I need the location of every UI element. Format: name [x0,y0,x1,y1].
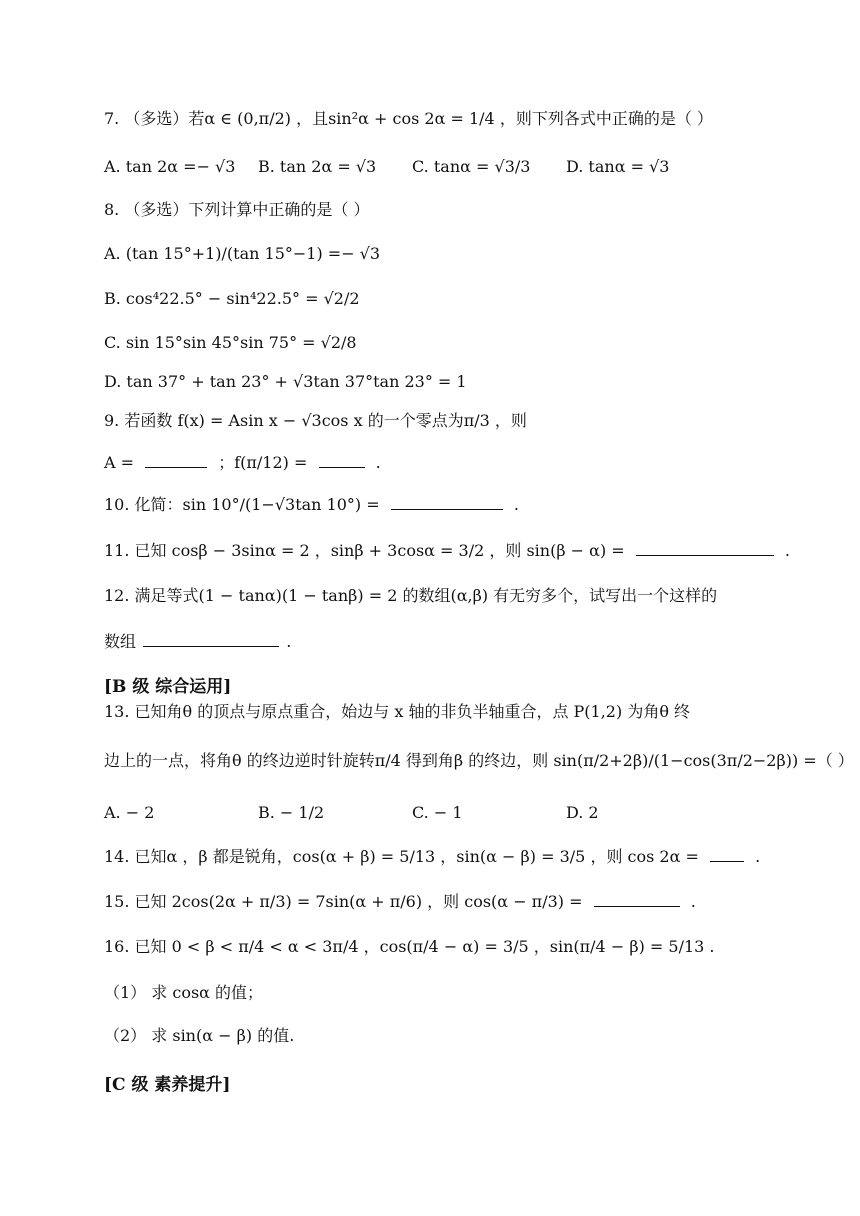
q15-stem: 15. 已知 2cos(2α + π/3) = 7sin(α + π/6) ，则 cos(α − π/3) = [104,892,583,911]
q13-option-d: D. 2 [566,803,599,822]
q14-stem: 14. 已知α ，β 都是锐角，cos(α + β) = 5/13 ，sin(α − β) = 3/5 ，则 cos 2α = [104,847,699,866]
q7-option-a: A. tan 2α =− √3 [104,157,236,176]
q11-stem: 11. 已知 cosβ − 3sinα = 2 ，sinβ + 3cosα = 3/2 ，则 sin(β − α) = [104,541,625,560]
q12-blank[interactable] [143,632,279,647]
q13-option-a: A. − 2 [104,803,155,822]
q15-blank[interactable] [594,892,680,907]
q8-option-b: B. cos⁴22.5° − sin⁴22.5° = √2/2 [104,289,360,308]
q14-line [104,846,760,868]
q10-stem: 10. 化简：sin 10°/(1−√3tan 10°) = [104,495,380,514]
q15-end: . [690,892,696,911]
q7-option-d: D. tanα = √3 [566,157,670,176]
q9-stem: 9. 若函数 f(x) = Asin x − √3cos x 的一个零点为π/3 ，则 [104,411,527,430]
q9-a-label: A = [104,453,135,472]
q10-line [104,494,519,516]
q13-line2: 边上的一点，将角θ 的终边逆时针旋转π/4 得到角β 的终边，则 sin(π/2+2β)/(1−cos(3π/2−2β)) =（ ） [104,751,854,770]
q9-blank-f[interactable] [319,453,365,468]
section-b-heading: [B 级 综合运用] [104,677,232,697]
q9-answer-line [104,452,381,474]
q7-option-c: C. tanα = √3/3 [412,157,531,176]
q8-option-c: C. sin 15°sin 45°sin 75° = √2/8 [104,333,357,352]
q15-line [104,891,696,913]
q13-option-c: C. − 1 [412,803,463,822]
q8-option-d: D. tan 37° + tan 23° + √3tan 37°tan 23° = 1 [104,372,467,391]
q12-line2 [104,631,291,653]
q13-line1: 13. 已知角θ 的顶点与原点重合，始边与 x 轴的非负半轴重合，点 P(1,2) 为角θ 终 [104,702,691,721]
q10-end: . [513,495,519,514]
q12-label: 数组 [104,632,137,651]
q12-end: . [286,632,292,651]
q16-stem: 16. 已知 0 < β < π/4 < α < 3π/4 ，cos(π/4 − α) = 3/5 ，sin(π/4 − β) = 5/13 . [104,937,715,956]
q14-blank[interactable] [710,847,744,862]
q8-option-a: A. (tan 15°+1)/(tan 15°−1) =− √3 [104,244,381,263]
section-c-heading: [C 级 素养提升] [104,1075,231,1095]
q13-option-b: B. − 1/2 [258,803,325,822]
q11-blank[interactable] [636,541,774,556]
q16-part2: （2） 求 sin(α − β) 的值. [104,1026,295,1045]
q9-blank-a[interactable] [145,453,207,468]
q14-end: . [755,847,761,866]
q9-end: . [375,453,381,472]
q11-end: . [784,541,790,560]
q10-blank[interactable] [391,495,503,510]
q16-part1: （1） 求 cosα 的值； [104,983,264,1002]
q7-stem: 7. （多选）若α ∈ (0,π/2) ，且sin²α + cos 2α = 1/4 ，则下列各式中正确的是（ ） [104,109,713,128]
q11-line [104,540,790,562]
q12-line1: 12. 满足等式(1 − tanα)(1 − tanβ) = 2 的数组(α,β) 有无穷多个，试写出一个这样的 [104,586,718,605]
q7-option-b: B. tan 2α = √3 [258,157,377,176]
q9-f-label: ；f(π/12) = [218,453,308,472]
q8-stem: 8. （多选）下列计算中正确的是（ ） [104,200,370,219]
